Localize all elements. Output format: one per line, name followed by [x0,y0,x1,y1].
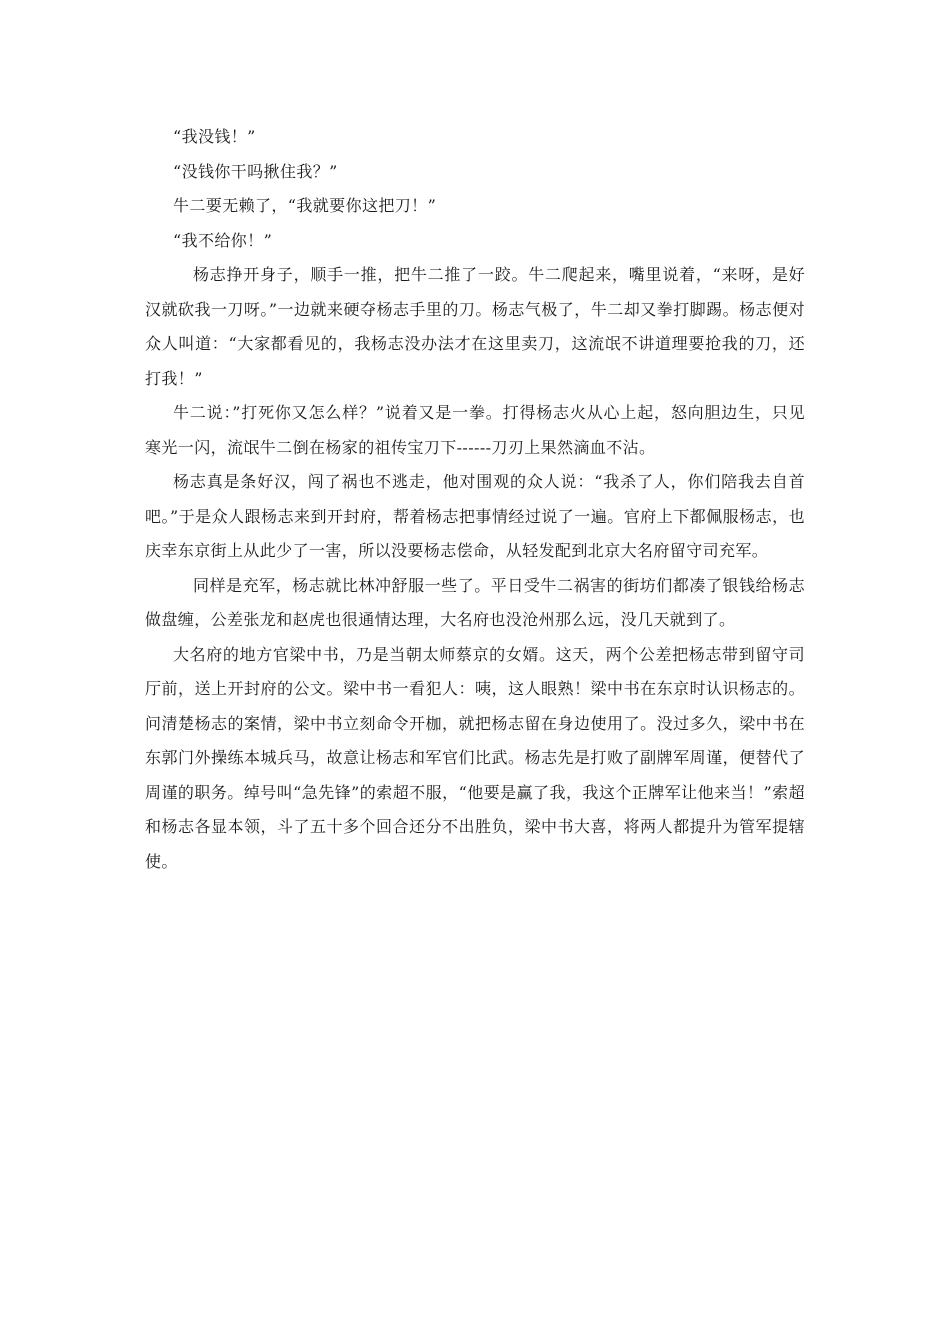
paragraph-1: “我没钱！” [173,127,256,146]
paragraph-4: “我不给你！” [173,230,273,250]
story-text [145,120,805,879]
paragraph-7: 杨志真是条好汉，闯了祸也不逃走，他对围观的众人说：“我杀了人，你们陪我去自首吧。”于是众人跟杨志来到开封府，帮着杨志把事情经过说了一遍。官府上下都佩服杨志，也庆幸东京街上从此少了一害，所以没要杨志偿命，从轻发配到北京大名府留守司充军。 [145,472,805,560]
paragraph-8: 同样是充军，杨志就比林冲舒服一些了。平日受牛二祸害的街坊们都凑了银钱给杨志做盘缠，公差张龙和赵虎也很通情达理，大名府也没沧州那么远，没几天就到了。 [145,575,805,629]
paragraph-5: 杨志挣开身子，顺手一推，把牛二推了一跤。牛二爬起来，嘴里说着，“来呀，是好汉就砍我一刀呀。”一边就来硬夺杨志手里的刀。杨志气极了，牛二却又拳打脚踢。杨志便对众人叫道：“大家都看见的，我杨志没办法才在这里卖刀，这流氓不讲道理要抢我的刀，还打我！” [145,265,805,388]
paragraph-3: 牛二要无赖了，“我就要你这把刀！” [173,196,437,215]
paragraph-2: “没钱你干吗揪住我？” [173,161,338,181]
paragraph-6: 牛二说：”打死你又怎么样？”说着又是一拳。打得杨志火从心上起，怒向胆边生，只见寒光一闪，流氓牛二倒在杨家的祖传宝刀下------刀刃上果然滴血不沾。 [145,403,805,457]
paragraph-9: 大名府的地方官梁中书，乃是当朝太师蔡京的女婿。这天，两个公差把杨志带到留守司厅前，送上开封府的公文。梁中书一看犯人：咦，这人眼熟！梁中书在东京时认识杨志的。问清楚杨志的案情，梁中书立刻命令开枷，就把杨志留在身边使用了。没过多久，梁中书在东郭门外操练本城兵马，故意让杨志和军官们比武。杨志先是打败了副牌军周谨，便替代了周谨的职务。绰号叫“急先锋”的索超不服，“他要是赢了我，我这个正牌军让他来当！”索超和杨志各显本领，斗了五十多个回合还分不出胜负，梁中书大喜，将两人都提升为管军提辖使。 [145,644,805,871]
